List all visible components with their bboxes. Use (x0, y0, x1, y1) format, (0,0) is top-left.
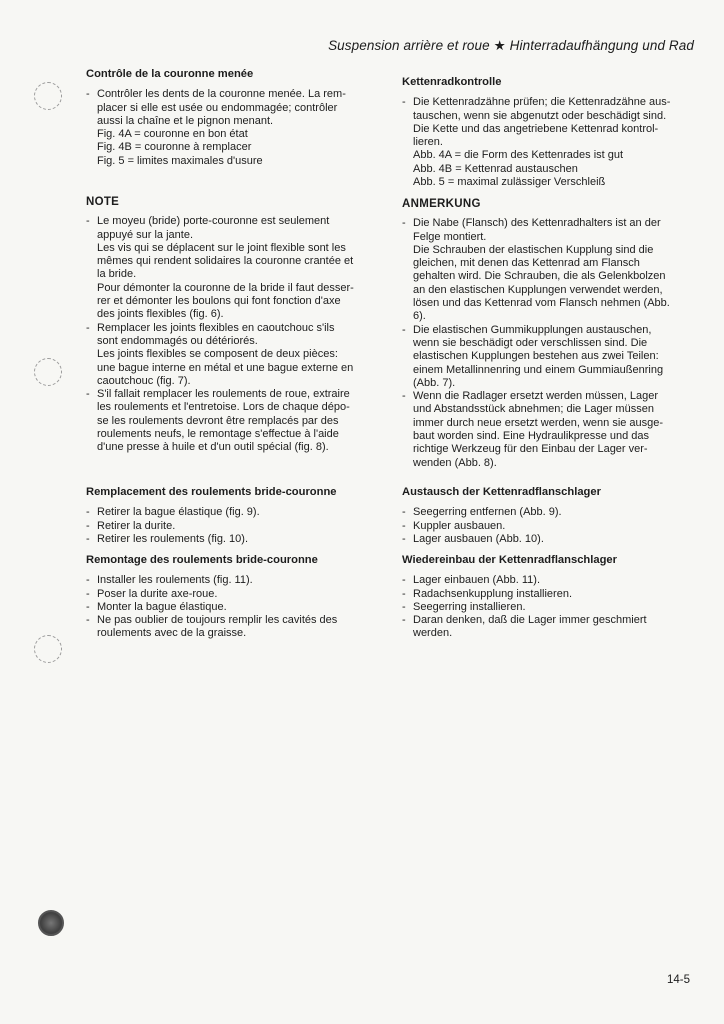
de-section-1-list (402, 96, 690, 189)
text-line: placer si elle est usée ou endommagée; contrôler (97, 101, 338, 114)
list-item (86, 322, 386, 388)
binder-hole-mark (34, 358, 62, 386)
text-line: - Seegerring installieren. (413, 600, 526, 613)
text-line: Die Kette und das angetriebene Kettenrad kontrol- (413, 122, 659, 135)
text-line: Abb. 4A = die Form des Kettenrades ist gut (413, 149, 624, 162)
fr-section-4 (86, 554, 386, 641)
text-line: appuyé sur la jante. (97, 228, 194, 241)
text-line: Fig. 4B = couronne à remplacer (97, 141, 252, 154)
text-line: elastischen Kupplungen bestehen aus zwei Teilen: (413, 350, 659, 363)
de-section-2 (402, 198, 690, 470)
binder-hole-mark (34, 82, 62, 110)
text-line: - Ne pas oublier de toujours remplir les cavités des (97, 614, 338, 627)
de-section-2-list (402, 217, 690, 470)
list-item (402, 533, 690, 546)
text-line: und Abstandsstück abnehmen; die Lager müssen (413, 403, 654, 416)
text-line: - Seegerring entfernen (Abb. 9). (413, 506, 562, 519)
list-item (86, 506, 386, 519)
de-note-title: ANMERKUNG (402, 198, 481, 210)
text-line: 6). (413, 310, 426, 323)
list-item (402, 588, 690, 601)
de-section-3-list (402, 506, 690, 546)
text-line: gehalten wird. Die Schrauben, die als Gelenkbolzen (413, 270, 666, 283)
text-line: - Die Kettenradzähne prüfen; die Kettenradzähne aus- (413, 96, 671, 109)
text-line: - Kuppler ausbauen. (413, 519, 506, 532)
text-line: Fig. 5 = limites maximales d'usure (97, 154, 263, 167)
text-line: - Monter la bague élastique. (97, 600, 227, 613)
page-number: 14-5 (666, 974, 690, 986)
text-line: - Remplacer les joints flexibles en caoutchouc s'ils (97, 321, 335, 334)
text-line: lieren. (413, 136, 443, 149)
text-line: gleichen, mit denen das Kettenrad am Flansch (413, 257, 640, 270)
list-item (86, 520, 386, 533)
page-header: Suspension arrière et roue ★ Hinterradaufhängung und Rad (328, 38, 694, 53)
text-line: Abb. 4B = Kettenrad austauschen (413, 162, 578, 175)
text-line: - Retirer les roulements (fig. 10). (97, 532, 248, 545)
text-line: des joints flexibles (fig. 6). (97, 308, 224, 321)
list-item (86, 388, 386, 454)
text-line: la bride. (97, 268, 137, 281)
list-item (402, 217, 690, 323)
fr-section-2-list (86, 215, 386, 454)
text-line: - S'il fallait remplacer les roulements de roue, extraire (97, 388, 350, 401)
de-section-4-title: Wiedereinbau der Kettenradflanschlager (402, 554, 618, 566)
binder-hole-mark (34, 635, 62, 663)
text-line: lösen und das Kettenrad vom Flansch nehmen (Abb. (413, 297, 670, 310)
text-line: (Abb. 7). (413, 376, 456, 389)
text-line: - Wenn die Radlager ersetzt werden müssen, Lager (413, 390, 658, 403)
de-section-3 (402, 486, 690, 546)
text-line: Abb. 5 = maximal zulässiger Verschleiß (413, 176, 606, 189)
list-item (402, 614, 690, 641)
list-item (86, 574, 386, 587)
text-line: sont endommagés ou détériorés. (97, 334, 258, 347)
text-line: d'une presse à huile et d'un outil spécial (fig. 8). (97, 441, 329, 454)
text-line: Die Schrauben der elastischen Kupplung sind die (413, 243, 654, 256)
list-item (86, 215, 386, 321)
list-item (402, 574, 690, 587)
text-line: Felge montiert. (413, 230, 487, 243)
text-line: caoutchouc (fig. 7). (97, 374, 191, 387)
text-line: Les joints flexibles se composent de deux pièces: (97, 348, 338, 361)
text-line: aussi la chaîne et le pignon menant. (97, 114, 274, 127)
fr-note-title: NOTE (86, 196, 120, 208)
text-line: - Retirer la bague élastique (fig. 9). (97, 506, 260, 519)
text-line: - Radachsenkupplung installieren. (413, 587, 572, 600)
fr-section-3-list (86, 506, 386, 546)
text-line: baut worden sind. Eine Hydraulikpresse und das (413, 430, 650, 443)
text-line: roulements neufs, le remontage s'effectue à l'aide (97, 428, 339, 441)
de-section-4 (402, 554, 690, 641)
text-line: - Die elastischen Gummikupplungen austauschen, (413, 323, 652, 336)
text-line: - Retirer la durite. (97, 519, 176, 532)
text-line: se les roulements devront être remplacés par des (97, 414, 339, 427)
text-line: immer durch neue ersetzt werden, wenn sie ausge- (413, 416, 664, 429)
list-item (86, 533, 386, 546)
de-section-3-title: Austausch der Kettenradflanschlager (402, 486, 601, 498)
text-line: - Lager ausbauen (Abb. 10). (413, 532, 544, 545)
de-section-1-title: Kettenradkontrolle (402, 76, 502, 88)
text-line: mêmes qui rendent solidaires la couronne crantée et (97, 255, 354, 268)
fr-section-1-title: Contrôle de la couronne menée (86, 68, 254, 80)
list-item (86, 601, 386, 614)
text-line: an den elastischen Kupplungen verwendet werden, (413, 283, 663, 296)
text-line: Fig. 4A = couronne en bon état (97, 128, 248, 141)
text-line: - Poser la durite axe-roue. (97, 587, 218, 600)
list-item (402, 601, 690, 614)
list-item (402, 520, 690, 533)
text-line: einem Metallinnenring und einem Gummiaußenring (413, 363, 664, 376)
text-line: - Contrôler les dents de la couronne menée. La rem- (97, 88, 346, 101)
fr-section-4-list (86, 574, 386, 640)
text-line: une bague interne en métal et une bague externe en (97, 361, 354, 374)
de-section-4-list (402, 574, 690, 640)
text-line: - Lager einbauen (Abb. 11). (413, 574, 540, 587)
fr-section-1-list (86, 88, 386, 168)
text-line: - Daran denken, daß die Lager immer geschmiert (413, 614, 647, 627)
list-item (402, 506, 690, 519)
binder-hole-mark (38, 910, 64, 936)
text-line: - Die Nabe (Flansch) des Kettenradhalters ist an der (413, 217, 661, 230)
list-item (86, 88, 386, 168)
text-line: - Le moyeu (bride) porte-couronne est seulement (97, 215, 330, 228)
list-item (402, 390, 690, 470)
list-item (86, 614, 386, 641)
fr-section-1 (86, 68, 386, 168)
text-line: roulements avec de la graisse. (97, 627, 247, 640)
list-item (402, 324, 690, 390)
text-line: wenn sie beschädigt oder verschlissen sind. Die (413, 336, 648, 349)
text-line: richtige Werkzeug für den Einbau der Lager ver- (413, 443, 648, 456)
de-section-1 (402, 76, 690, 189)
text-line: wenden (Abb. 8). (413, 456, 497, 469)
text-line: werden. (413, 627, 453, 640)
list-item (402, 96, 690, 189)
text-line: rer et démonter les boulons qui font fonction d'axe (97, 295, 341, 308)
list-item (86, 588, 386, 601)
fr-section-3-title: Remplacement des roulements bride-couronne (86, 486, 337, 498)
text-line: Les vis qui se déplacent sur le joint flexible sont les (97, 241, 346, 254)
text-line: les roulements et l'entretoise. Lors de chaque dépo- (97, 401, 350, 414)
fr-section-4-title: Remontage des roulements bride-couronne (86, 554, 318, 566)
text-line: - Installer les roulements (fig. 11). (97, 574, 253, 587)
fr-section-2 (86, 196, 386, 455)
fr-section-3 (86, 486, 386, 546)
text-line: tauschen, wenn sie abgenutzt oder beschädigt sind. (413, 109, 667, 122)
text-line: Pour démonter la couronne de la bride il faut desser- (97, 281, 354, 294)
